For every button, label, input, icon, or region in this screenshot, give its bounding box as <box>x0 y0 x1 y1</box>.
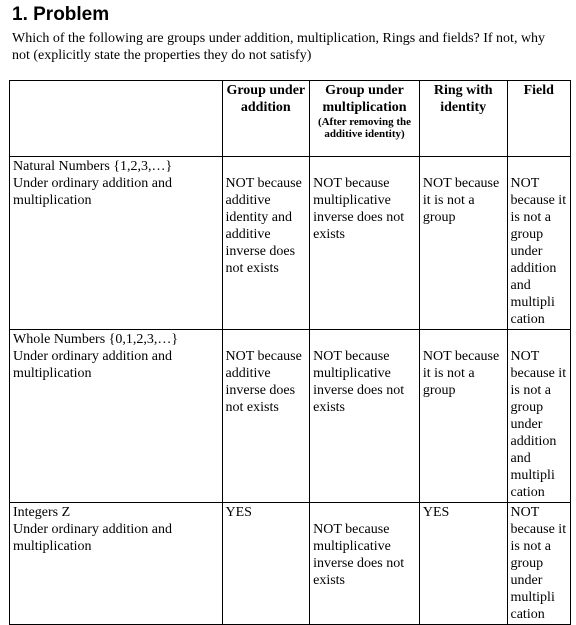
cell-text: NOT because it is not a group under addition and multipli cation <box>510 176 567 327</box>
cell-addition <box>222 503 310 625</box>
cell-text: NOT because multiplicative inverse does not exists <box>313 349 405 415</box>
cell-ring <box>419 330 507 503</box>
cell-multiplication <box>310 157 420 330</box>
table-header-row <box>10 81 571 157</box>
problem-question: Which of the following are groups under addition, multiplication, Rings and fields? If not, why not (explicitly state the properties they do not satisfy) <box>12 31 546 63</box>
header-label: Group under multiplication <box>322 83 407 115</box>
cell-text: NOT because it is not a group <box>422 176 500 225</box>
cell-addition <box>222 157 310 330</box>
header-group-addition <box>222 81 310 157</box>
set-name: Natural Numbers {1,2,3,…} <box>13 159 173 174</box>
row-set-cell <box>10 503 223 625</box>
cell-addition <box>222 330 310 503</box>
table-row <box>10 157 571 330</box>
cell-field <box>507 503 571 625</box>
row-set-cell <box>10 157 223 330</box>
cell-text: YES <box>225 505 252 520</box>
cell-text: NOT because it is not a group <box>422 349 500 398</box>
cell-text: NOT because multiplicative inverse does not exists <box>313 522 405 588</box>
cell-ring <box>419 157 507 330</box>
cell-text: YES <box>422 505 450 520</box>
set-name: Integers Z <box>13 505 71 520</box>
table-row <box>10 503 571 625</box>
header-ring-identity <box>419 81 507 157</box>
cell-text: NOT because multiplicative inverse does not exists <box>313 176 405 242</box>
set-name: Whole Numbers {0,1,2,3,…} <box>13 332 179 347</box>
cell-text: NOT because additive inverse does not exists <box>225 349 302 415</box>
cell-multiplication <box>310 503 420 625</box>
set-description: Under ordinary addition and multiplication <box>13 176 173 208</box>
cell-text: NOT because it is not a group under addition and multipli cation <box>510 349 567 500</box>
header-field <box>507 81 571 157</box>
cell-field <box>507 330 571 503</box>
cell-field <box>507 157 571 330</box>
header-label: Field <box>523 83 554 98</box>
row-set-cell <box>10 330 223 503</box>
cell-multiplication <box>310 330 420 503</box>
cell-text: NOT because it is not a group under multipli cation <box>510 505 567 622</box>
table-row <box>10 330 571 503</box>
set-description: Under ordinary addition and multiplication <box>13 349 173 381</box>
cell-text: NOT because additive identity and additive inverse does not exists <box>225 176 302 276</box>
header-empty <box>10 81 223 157</box>
header-sublabel: (After removing the additive identity) <box>317 116 412 140</box>
problem-title: 1. Problem <box>12 4 110 25</box>
cell-ring <box>419 503 507 625</box>
properties-table <box>9 80 571 625</box>
set-description: Under ordinary addition and multiplication <box>13 522 173 554</box>
header-label: Group under addition <box>226 83 306 115</box>
header-group-multiplication <box>310 81 420 157</box>
header-label: Ring with identity <box>433 83 493 115</box>
